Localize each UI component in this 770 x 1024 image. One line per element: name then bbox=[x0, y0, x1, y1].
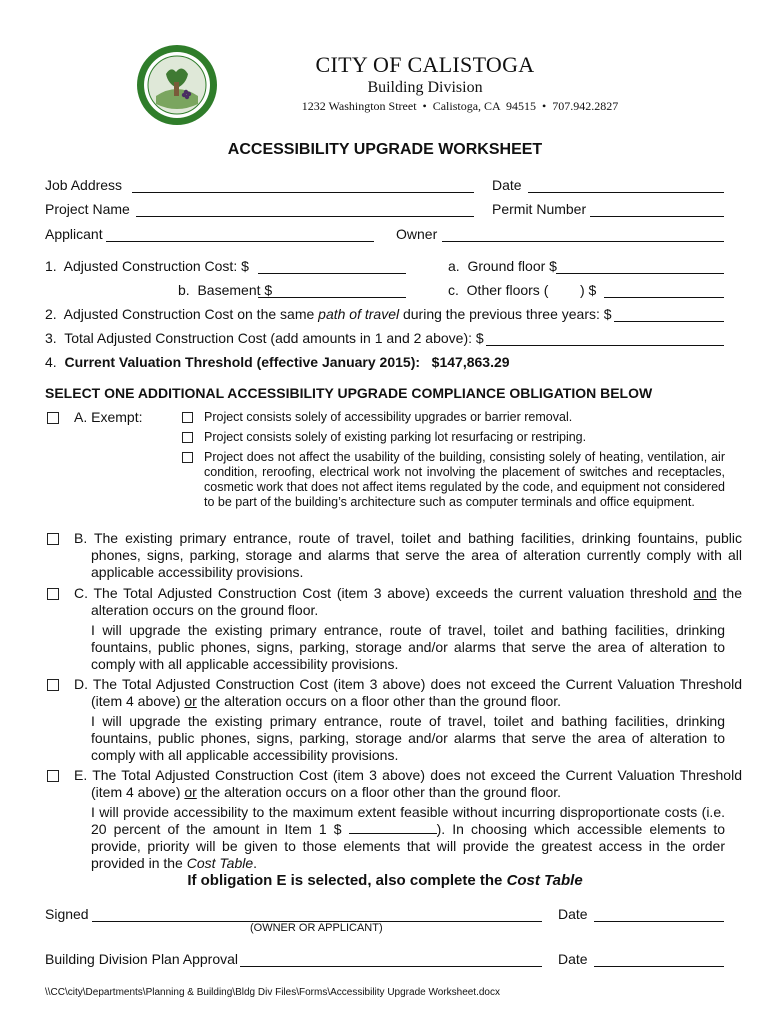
owner-field[interactable] bbox=[442, 227, 724, 242]
option-c-detail: I will upgrade the existing primary entrance, route of travel, toilet and bathing facilities, drinking fountains, public phones, signs, parking, storage and/or alarms that serve the area of alteration to comply with all applicable accessibility provisions. bbox=[91, 622, 725, 672]
option-a-checkbox[interactable] bbox=[47, 412, 59, 424]
item-1c-field[interactable] bbox=[604, 283, 724, 298]
option-a-label: A. Exempt: bbox=[74, 409, 143, 425]
option-b-checkbox[interactable] bbox=[47, 533, 59, 545]
signed-label: Signed bbox=[45, 906, 89, 922]
item-2-field[interactable] bbox=[614, 307, 724, 322]
footer-file-path: \\CC\city\Departments\Planning & Building\Bldg Div Files\Forms\Accessibility Upgrade Worksheet.docx bbox=[45, 987, 500, 998]
option-c-text: C. The Total Adjusted Construction Cost (item 3 above) exceeds the current valuation threshold and the alteration occurs on the ground floor. bbox=[74, 585, 743, 618]
option-c-checkbox[interactable] bbox=[47, 588, 59, 600]
city-name: CITY OF CALISTOGA bbox=[315, 52, 535, 77]
item-3-field[interactable] bbox=[486, 331, 724, 346]
plan-approval-field[interactable] bbox=[240, 952, 542, 967]
signed-date-label: Date bbox=[558, 906, 588, 922]
item-1b-label: b. Basement $ bbox=[178, 282, 273, 298]
option-e-text: E. The Total Adjusted Construction Cost (item 3 above) does not exceed the Current Valuation Threshold (item 4 above) or the alteration occurs on a floor other than the ground floor. bbox=[74, 767, 742, 800]
option-b-text: B. The existing primary entrance, route of travel, toilet and bathing facilities, drinking fountains, public phones, signs, parking, storage and alarms that serve the area of alteration currently comply with all applicable accessibility provisions. bbox=[74, 530, 742, 580]
option-a-sub3-text: Project does not affect the usability of the building, consisting solely of heating, ventilation, air condition, reroofing, electrical work not involving the placement of switches and receptacles, cosmetic work that does not affect items regulated by the code, and equipment not considered to be part of the building’s architecture such as computer terminals and office equipment. bbox=[204, 450, 725, 509]
approval-date-field[interactable] bbox=[594, 952, 724, 967]
signature-field[interactable] bbox=[92, 907, 542, 922]
signed-date-field[interactable] bbox=[594, 907, 724, 922]
date-field[interactable] bbox=[528, 178, 724, 193]
section-heading: SELECT ONE ADDITIONAL ACCESSIBILITY UPGRADE COMPLIANCE OBLIGATION BELOW bbox=[45, 385, 653, 401]
city-address: 1232 Washington Street • Calistoga, CA 94515 • 707.942.2827 bbox=[301, 99, 619, 113]
item-1a-field[interactable] bbox=[556, 259, 724, 274]
permit-number-label: Permit Number bbox=[492, 201, 587, 217]
approval-date-label: Date bbox=[558, 951, 588, 967]
job-address-label: Job Address bbox=[45, 177, 123, 193]
page-title: ACCESSIBILITY UPGRADE WORKSHEET bbox=[227, 141, 543, 158]
city-seal-icon bbox=[136, 44, 218, 126]
date-label: Date bbox=[492, 177, 522, 193]
item-1b-field[interactable] bbox=[258, 283, 406, 298]
item-3-label: 3. Total Adjusted Construction Cost (add amounts in 1 and 2 above): $ bbox=[45, 330, 484, 346]
option-a-sub2-text: Project consists solely of existing parking lot resurfacing or restriping. bbox=[204, 430, 587, 444]
job-address-field[interactable] bbox=[132, 178, 474, 193]
option-a-sub1-text: Project consists solely of accessibility upgrades or barrier removal. bbox=[204, 410, 573, 424]
option-d-checkbox[interactable] bbox=[47, 679, 59, 691]
option-e-checkbox[interactable] bbox=[47, 770, 59, 782]
item-4-label: 4. Current Valuation Threshold (effective January 2015): $147,863.29 bbox=[45, 354, 510, 370]
item-1c-label: c. Other floors ( bbox=[448, 282, 549, 298]
item-1c-label-end: ) $ bbox=[580, 282, 597, 298]
owner-label: Owner bbox=[396, 226, 438, 242]
option-e-detail: I will provide accessibility to the maximum extent feasible without incurring disproportionate costs (i.e. 20 percent of the amount in Item 1 $ ). In choosing which accessible elements to provide, priority will be given to those elements that will provide the greatest access in the order provided in the Cost Table. bbox=[91, 804, 726, 871]
division-name: Building Division bbox=[367, 79, 483, 96]
permit-number-field[interactable] bbox=[590, 202, 724, 217]
owner-applicant-caption: (OWNER OR APPLICANT) bbox=[250, 922, 383, 934]
option-a-sub3-checkbox[interactable] bbox=[182, 452, 193, 463]
option-d-text: D. The Total Adjusted Construction Cost (item 3 above) does not exceed the Current Valuation Threshold (item 4 above) or the alteration occurs on a floor other than the ground floor. bbox=[74, 676, 742, 709]
applicant-field[interactable] bbox=[106, 227, 374, 242]
option-a-sub1-checkbox[interactable] bbox=[182, 412, 193, 423]
option-a-sub2-checkbox[interactable] bbox=[182, 432, 193, 443]
cost-table-note: If obligation E is selected, also complete the Cost Table bbox=[187, 872, 583, 889]
option-d-detail: I will upgrade the existing primary entrance, route of travel, toilet and bathing facilities, drinking fountains, public phones, signs, parking, storage and/or alarms that serve the area of alteration to comply with all applicable accessibility provisions. bbox=[91, 713, 725, 763]
item-1a-label: a. Ground floor $ bbox=[448, 258, 557, 274]
item-1-label: 1. Adjusted Construction Cost: $ bbox=[45, 258, 249, 274]
project-name-field[interactable] bbox=[136, 202, 474, 217]
project-name-label: Project Name bbox=[45, 201, 130, 217]
option-e-amount-field[interactable] bbox=[349, 821, 437, 834]
item-1-field[interactable] bbox=[258, 259, 406, 274]
item-2-label: 2. Adjusted Construction Cost on the same path of travel during the previous three years: $ bbox=[45, 306, 612, 322]
applicant-label: Applicant bbox=[45, 226, 103, 242]
plan-approval-label: Building Division Plan Approval bbox=[45, 951, 238, 967]
